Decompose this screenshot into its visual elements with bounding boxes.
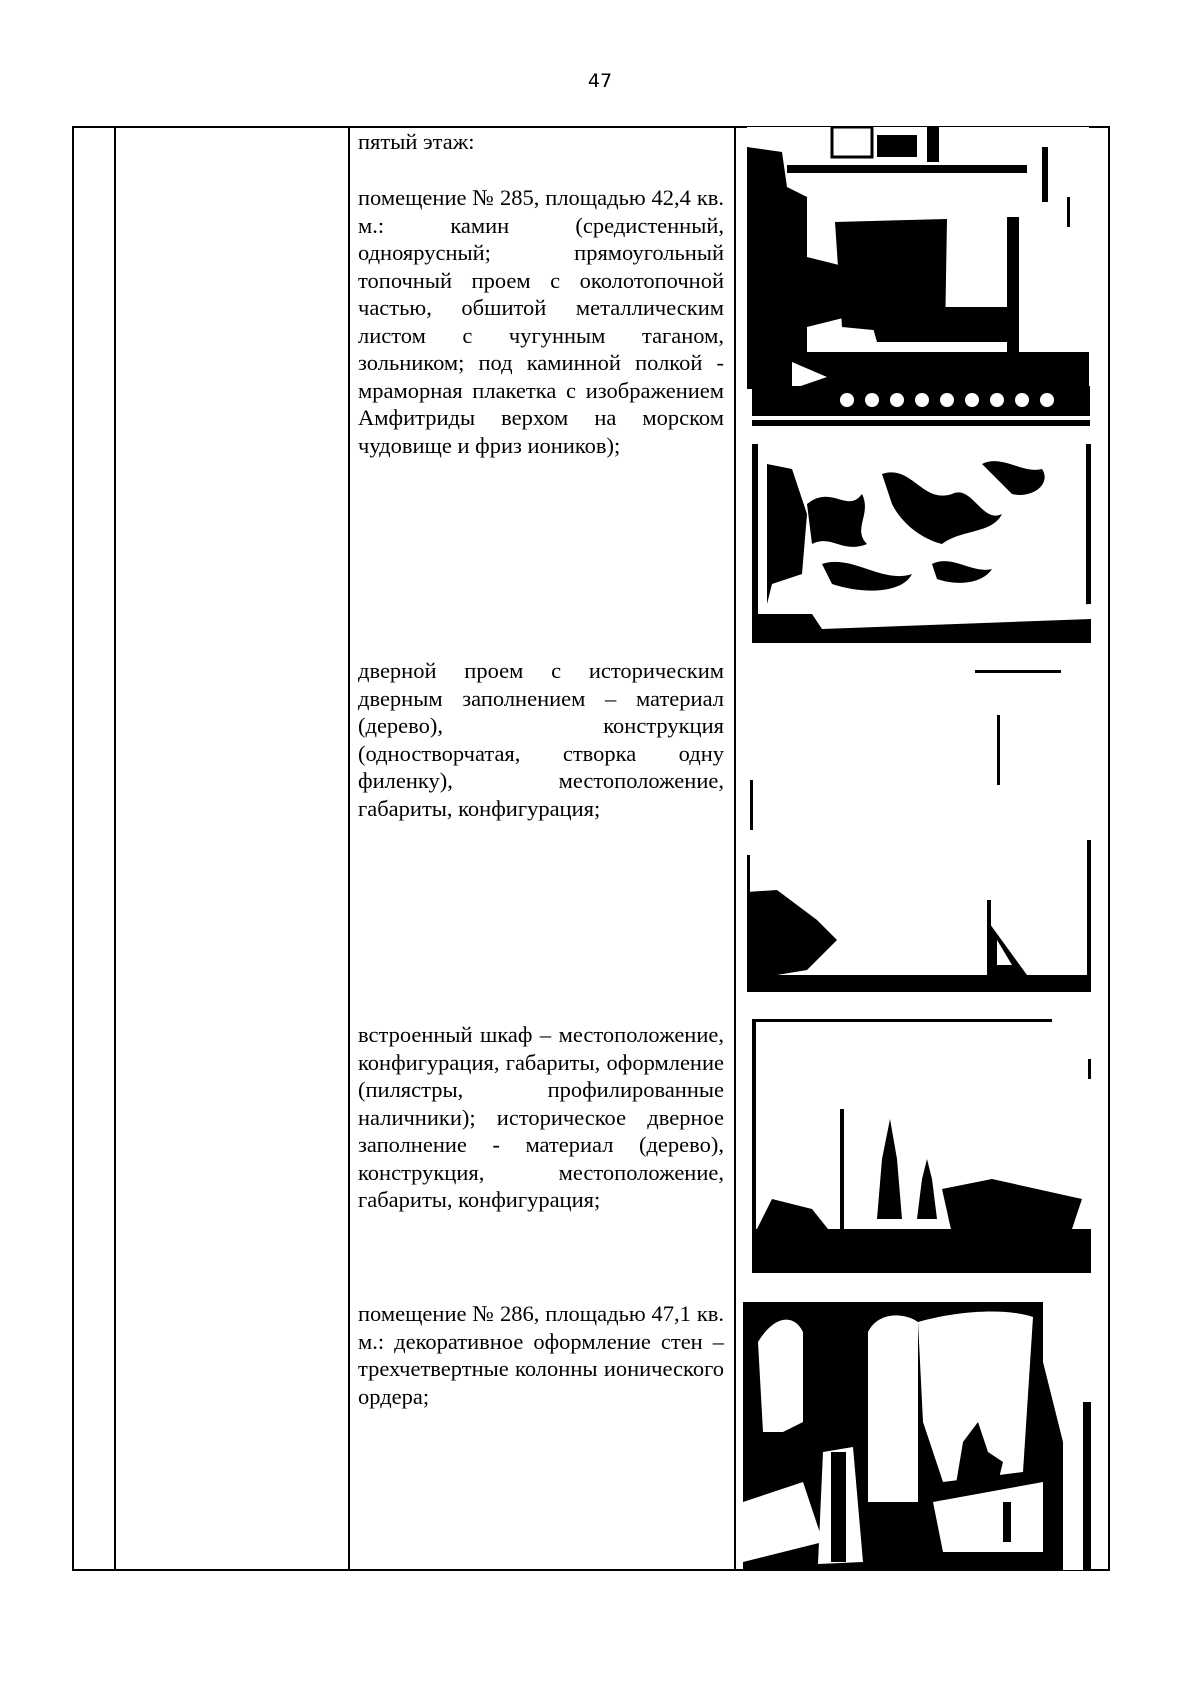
columns-photo bbox=[743, 1302, 1091, 1570]
frieze-strip bbox=[752, 386, 1090, 426]
column-divider-2 bbox=[348, 128, 350, 1569]
entry-room-286-text: помещение № 286, площадью 47,1 кв. м.: декоративное оформление стен – трехчетвертные колонны ионического ордера; bbox=[358, 1301, 724, 1409]
cabinet-photo bbox=[752, 1019, 1091, 1273]
fireplace-photo bbox=[747, 127, 1089, 389]
column-divider-3 bbox=[734, 128, 736, 1569]
entry-room-286 bbox=[358, 1300, 724, 1410]
entry-door bbox=[358, 657, 724, 822]
page-number: 47 bbox=[587, 70, 613, 92]
door-photo bbox=[747, 670, 1091, 992]
column-divider-1 bbox=[114, 128, 116, 1569]
floor-heading-text: пятый этаж: bbox=[358, 129, 475, 154]
plaque-photo bbox=[752, 444, 1091, 643]
entry-cabinet-text: встроенный шкаф – местоположение, конфигурация, габариты, оформление (пилястры, профилированные наличники); историческое дверное заполнение - материал (дерево), конструкция, местоположение, габариты, конфигурация; bbox=[358, 1022, 724, 1212]
entry-door-text: дверной проем с историческим дверным заполнением – материал (дерево), конструкция (одностворчатая, створка одну филенку), местоположение, габариты, конфигурация; bbox=[358, 658, 724, 821]
entry-room-285-text: помещение № 285, площадью 42,4 кв. м.: камин (средистенный, одноярусный; прямоугольный топочный проем с околотопочной частью, обшитой металлическим листом с чугунным таганом, зольником; под каминной полкой - мраморная плакетка с изображением Амфитриды верхом на морском чудовище и фриз иоников); bbox=[358, 185, 724, 458]
entry-cabinet bbox=[358, 1021, 724, 1214]
entry-room-285 bbox=[358, 184, 724, 459]
floor-heading bbox=[358, 128, 724, 156]
